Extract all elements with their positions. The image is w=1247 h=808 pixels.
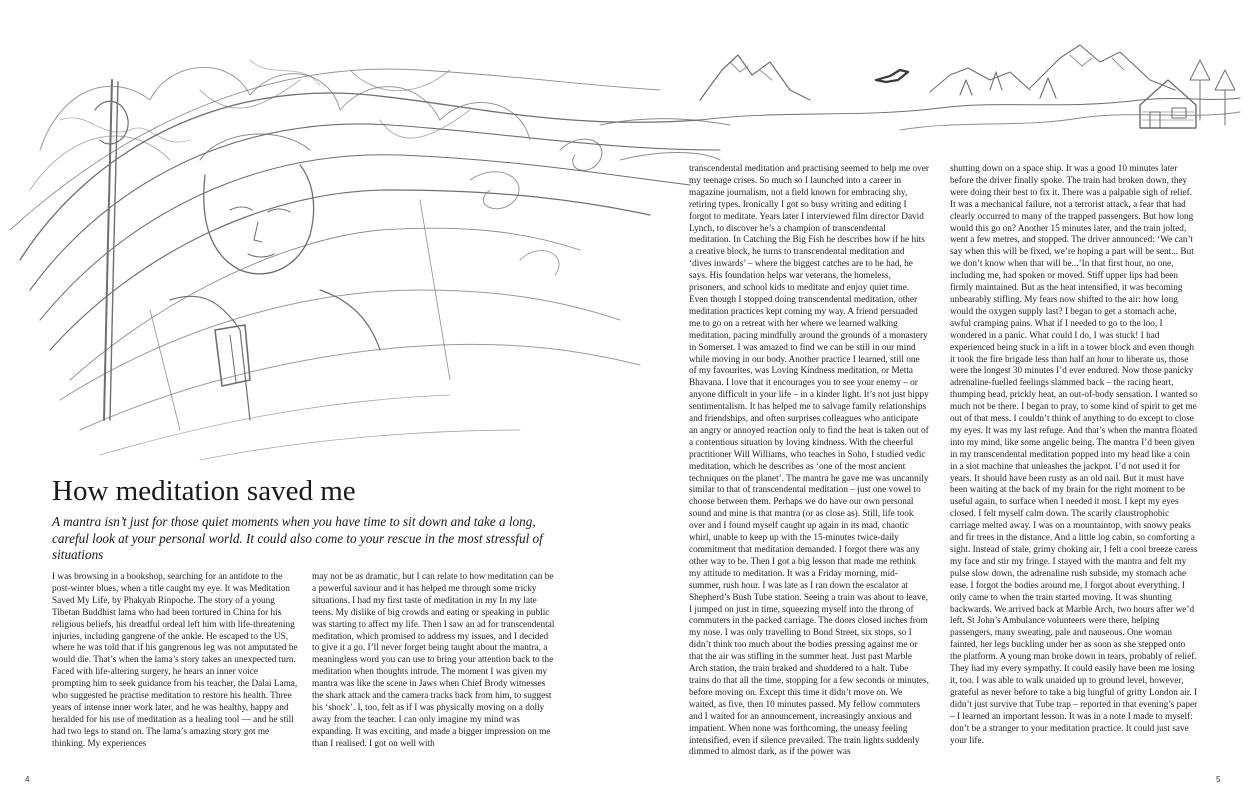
article-standfirst: A mantra isn’t just for those quiet moments when you have time to sit down and take a long, careful look at your personal world. It could also come to your rescue in the most stressful of situations — [52, 514, 543, 562]
body-column-1: I was browsing in a bookshop, searching for an antidote to the post-winter blues, when a title caught my eye. It was Meditation Saved My Life, by Phakyab Rinpoche. The story of a young Tibetan Buddhist lama who had been tortured in China for his religious beliefs, his dreadful ordeal left him with life-threatening injuries, including gangrene of the ankle. He escaped to the US, where he was told that if his gangrenous leg was not amputated he would die. That’s when the lama’s story takes an unexpected turn. Faced with life-altering surgery, he hears an inner voice prompting him to seek guidance from his teacher, the Dalai Lama, who suggested he practise meditation to restore his health. Three years of intense inner work later, and he was healthy, happy and heralded for his use of meditation as a healing tool — and he still had two legs to stand on. The lama’s amazing story got me thinking. My experiences — [52, 572, 298, 749]
page-number-right: 5 — [1216, 775, 1221, 784]
body-column-4: shutting down on a space ship. It was a good 10 minutes later before the driver finally spoke. The train had broken down, they were doing their best to fix it. There was a palpable sigh of relief. It was a mechanical failure, not a terrorist attack, a fear that had clearly occurred to many of the trapped passengers. But how long would this go on? Another 15 minutes later, and the train jolted, went a few metres, and stopped. The driver announced: ‘We can’t say when this will be fixed, we’re hoping a part will be sent... But we don’t know when that will be...’In that first hour, no one, including me, had spoken or moved. Stiff upper lips had been firmly maintained. But as the heat intensified, it was becoming unbearably stifling. My fears now shifted to the air: how long would the oxygen supply last? I began to get a stomach ache, awful cramping pains. What if I needed to go to the loo, I wondered in a panic. What could I do, I was stuck! I had experienced being stuck in a lift in a tower block and even though it took the fire brigade less than half an hour to liberate us, those were the longest 30 minutes I’d ever endured. Now those panicky adrenaline-fuelled feelings slammed back – the racing heart, thumping head, prickly heat, an out-of-body sensation. I wanted so much not be there. I began to pray, to some kind of spirit to get me out of that mess. I couldn’t think of anything to do except to close my eyes. It was my last refuge. And that’s when the mantra floated into my mind, like some angelic being. The mantra I’d been given in my transcendental meditation popped into my head like a coin in a slot machine that unleashes the jackpot. I’d not used it for years. It should have been rusty as an old nail. But it must have been waiting at the back of my brain for the right moment to be useful again, to surface when I needed it most. I kept my eyes closed. I felt myself calm down. The scarily claustrophobic carriage melted away. I was on a mountaintop, with snowy peaks and fir trees in the distance. And a little log cabin, so comforting a sight. Instead of stale, grimy choking air, I felt a cool breeze caress my face and stir my fringe. I stayed with the mantra and felt my pulse slow down, the adrenaline rush subside, my stomach ache ease. I forgot the bodies around me, I forgot about everything. I only came to when the train started moving. It was shunting backwards. We arrived back at Marble Arch, two hours after we’d left. St John’s Ambulance volunteers were there, helping passengers, many sweating, pale and nauseous. One woman fainted, her legs buckling under her as soon as she stepped onto the platform. A young man broke down in tears, probably of relief. They had my every sympathy. It could easily have been me losing it, too. I was able to walk unaided up to ground level, however, grateful as never before to take a big lungful of gritty London air. I didn’t just survive that Tube trap – reported in that evening’s paper – I learned an important lesson. It was in a note I made to myself: don’t be a stranger to your meditation practice. It could just save your life. — [950, 164, 1198, 746]
body-column-3: transcendental meditation and practising seemed to help me over my teenage crises. So much so I launched into a career in magazine journalism, not a field known for embracing shy, retiring types. Ironically I got so busy writing and editing I forgot to meditate. Years later I interviewed film director David Lynch, to discover he’s a champion of transcendental meditation. In Catching the Big Fish he describes how if he hits a creative block, he turns to transcendental meditation and ‘dives inwards’ – where the biggest catches are to be had, he says. His foundation helps war veterans, the homeless, prisoners, and school kids to meditate and enjoy quiet time. Even though I stopped doing transcendental meditation, other meditation practices kept coming my way. A friend persuaded me to go on a retreat with her where we learned walking meditation, pacing mindfully around the grounds of a monastery in Somerset. I was amazed to find we can be still in our mind while moving in our body. Another practice I learned, still one of my favourites, was Loving Kindness meditation, or Metta Bhavana. I love that it encourages you to see your enemy – or anyone difficult in your life – in a kinder light. It’s not just hippy sentimentalism. It has helped me to salvage family relationships and friendships, and often surprises colleagues who anticipate an angry or annoyed reaction only to find the heat is taken out of a contentious situation by loving kindness. With the cheerful practitioner Will Williams, who teaches in Soho, I studied vedic meditation, which he describes as ‘one of the most ancient techniques on the planet’. The mantra he gave me was uncannily similar to that of transcendental meditation – just one vowel to choose between them. Perhaps we do have our own personal sound and mine is that mantra (or as close as). Still, life took over and I found myself caught up again in its mad, chaotic whirl, unable to keep up with the 15-minutes twice-daily commitment that meditation demanded. I forgot there was any other way to be. Then I got a big lesson that made me rethink my attitude to meditation. It was a Friday morning, mid-summer, rush hour. I was late as I ran down the escalator at Shepherd’s Bush Tube station. Seeing a train was about to leave, I jumped on just in time, squeezing myself into the throng of commuters in the packed carriage. The doors closed inches from my nose. I was only travelling to Bond Street, six stops, so I didn’t think too much about the bodies pressing against me or that the air was stifling in the summer heat. Just past Marble Arch station, the train braked and shuddered to a halt. Tube trains do that all the time, stopping for a few seconds or minutes, before moving on. Except this time it didn’t move on. We waited, as five, then 10 minutes passed. My fellow commuters and I waited for an announcement, increasingly anxious and impatient. When none was forthcoming, the uneasy feeling intensified, even if silence prevailed. The train lights suddenly dimmed to almost dark, as if the power was — [689, 164, 929, 758]
page-number-left: 4 — [25, 775, 30, 784]
article-headline: How meditation saved me — [52, 475, 356, 507]
body-column-2: may not be as dramatic, but I can relate to how meditation can be a powerful saviour and it has helped me through some tricky situations. I had my first taste of meditation in my In my late teens. My dislike of big crowds and eating or speaking in public was starting to affect my life. Then I saw an ad for transcendental meditation, which promised to address my issues, and I decided to give it a go. I’ll never forget being taught about the mantra, a meaningless word you can use to bring your attention back to the meditation when thoughts intrude. The moment I was given my mantra was like the scene in Jaws when Chief Brody witnesses the shark attack and the camera tracks back from him, to suggest his ‘shock’. I, too, felt as if I was physically moving on a dolly away from the teacher. I can only imagine my mind was expanding. It was exciting, and made a bigger impression on me than I realised. I got on well with — [312, 572, 555, 749]
